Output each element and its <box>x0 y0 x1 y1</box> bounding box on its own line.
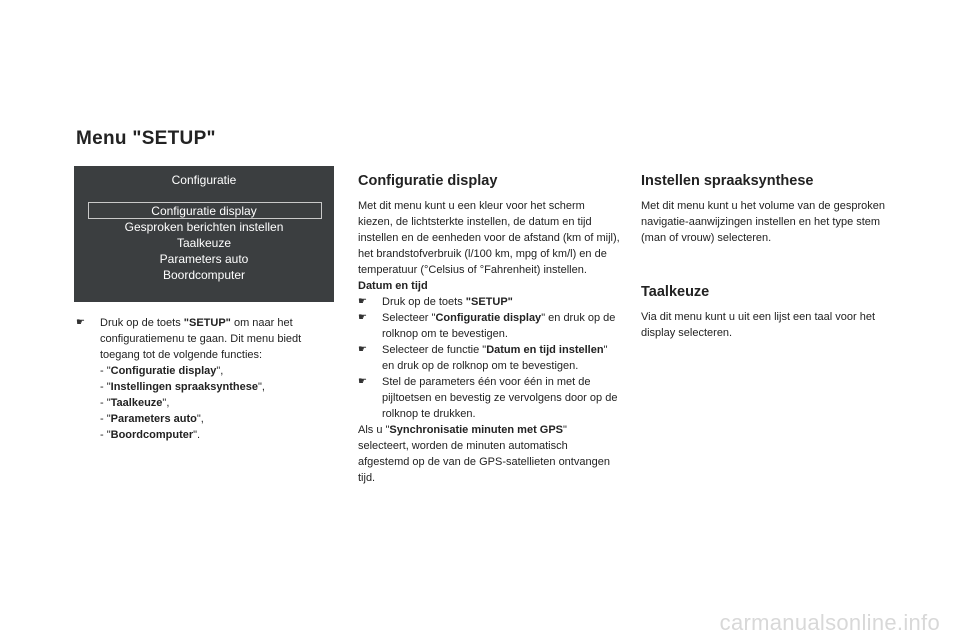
pointer-icon: ☛ <box>76 317 85 328</box>
screen-title: Configuratie <box>171 173 237 187</box>
step: ☛ Selecteer "Configuratie display" en druk op de rolknop om te bevestigen. <box>358 312 616 340</box>
screen-menu-item: Parameters auto <box>159 252 249 266</box>
function-list-item: - "Taalkeuze", <box>100 397 170 409</box>
step: ☛ Stel de parameters één voor één in met de pijltoetsen en bevestig ze vervolgens door op de rolknop te drukken. <box>358 376 618 420</box>
right-column <box>641 172 903 341</box>
intro-step: ☛ Druk op de toets "SETUP" om naar het configuratiemenu te gaan. Dit menu biedt toegang tot de volgende functies: <box>76 317 302 361</box>
pointer-icon: ☛ <box>358 376 367 387</box>
screen-menu-item: Taalkeuze <box>176 236 232 250</box>
section-paragraph: Met dit menu kunt u een kleur voor het scherm kiezen, de lichtsterkte instellen, de datum en tijd instellen en de eenheden voor de afstand (km of mijl), het brandstofverbruik (l/100 km, mpg of km/l) en de temperatuur (°Celsius of °Fahrenheit) instellen. <box>358 200 620 276</box>
outro-paragraph: Als u "Synchronisatie minuten met GPS" selecteert, worden de minuten automatisch afgestemd op de van de GPS-satellieten ontvangen tijd. <box>358 424 610 484</box>
page-title: Menu "SETUP" <box>76 128 216 149</box>
function-list-item: - "Boordcomputer". <box>100 429 201 441</box>
middle-column <box>358 172 620 486</box>
screen-menu-item: Boordcomputer <box>162 268 246 282</box>
pointer-icon: ☛ <box>358 296 367 307</box>
left-column <box>76 315 338 443</box>
pointer-icon: ☛ <box>358 312 367 323</box>
watermark: carmanualsonline.info <box>719 610 940 635</box>
subheading: Datum en tijd <box>358 280 428 292</box>
screen-menu-item: Configuratie display <box>151 204 257 218</box>
function-list-item: - "Parameters auto", <box>100 413 204 425</box>
step: ☛ Selecteer de functie "Datum en tijd instellen" en druk op de rolknop om te bevestigen. <box>358 344 608 372</box>
section-heading: Instellen spraaksynthese <box>641 173 814 189</box>
function-list-item: - "Instellingen spraaksynthese", <box>100 381 265 393</box>
setup-screen-image <box>74 166 334 302</box>
section-paragraph: Via dit menu kunt u uit een lijst een taal voor het display selecteren. <box>641 311 875 339</box>
function-list-item: - "Configuratie display", <box>100 365 224 377</box>
section-heading: Configuratie display <box>358 173 498 189</box>
step: ☛ Druk op de toets "SETUP" <box>358 296 513 308</box>
section-heading: Taalkeuze <box>641 284 710 300</box>
screen-menu-item: Gesproken berichten instellen <box>124 220 284 234</box>
section-paragraph: Met dit menu kunt u het volume van de gesproken navigatie-aanwijzingen instellen en het type stem (man of vrouw) selecteren. <box>641 200 885 244</box>
screen-menu <box>74 203 334 283</box>
pointer-icon: ☛ <box>358 344 367 355</box>
